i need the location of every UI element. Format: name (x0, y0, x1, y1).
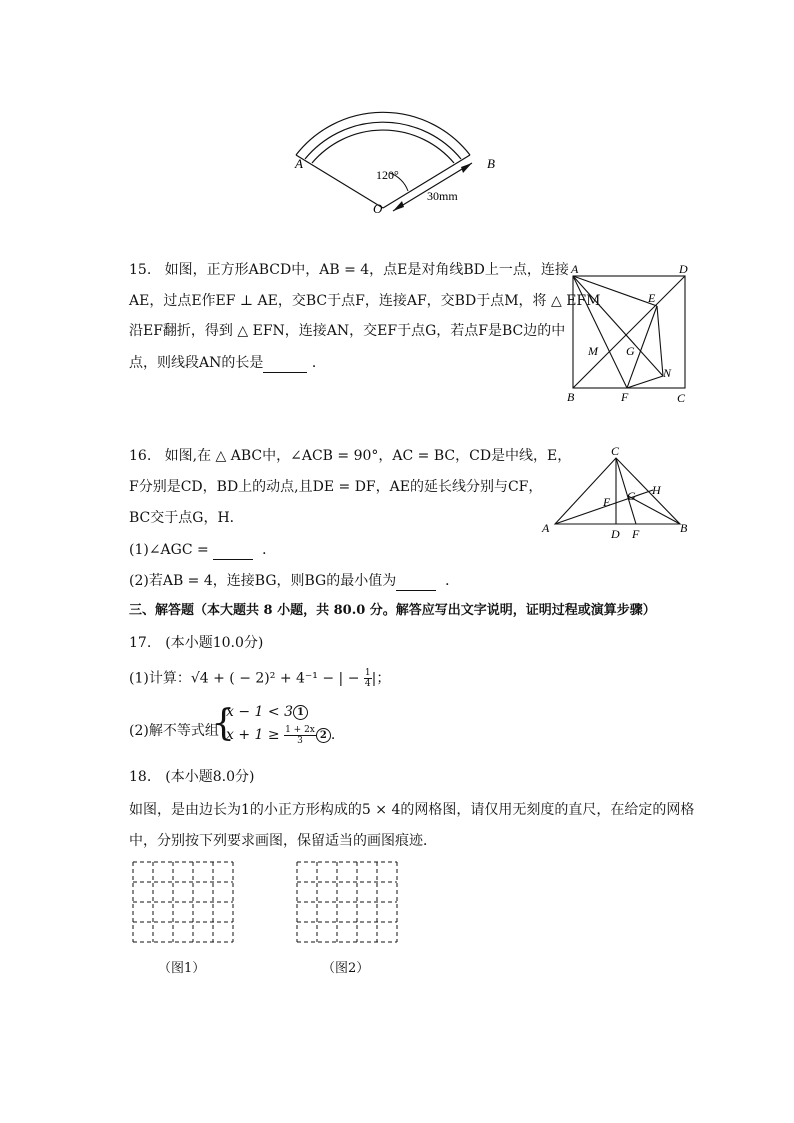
tri-label-E: E (603, 495, 611, 509)
tri-label-B: B (680, 521, 688, 535)
grid-figure-2[interactable] (296, 861, 400, 944)
arch-label-B: B (487, 156, 495, 171)
q16-line-3 (129, 508, 244, 528)
q15-line-4 (129, 352, 326, 373)
q16-text-3: BC交于点G，H． (129, 510, 244, 526)
grid-figure-1[interactable] (132, 861, 236, 944)
q17-ineq2-denominator: 3 (297, 735, 303, 746)
q15-line-2 (129, 291, 600, 311)
q17-part1-expr: √4 + ( − 2)² + 4⁻¹ − | − (190, 670, 364, 687)
q15-line-1 (129, 260, 569, 280)
q15-line-3 (129, 321, 565, 341)
q16-triangle-figure (540, 446, 700, 542)
q17-ineq-1 (226, 702, 308, 722)
q17-part2-prefix: (2)解不等式组 (129, 723, 219, 739)
length-arrow (393, 163, 472, 211)
segment-FN (627, 376, 663, 388)
arch-length-label: 30mm (427, 189, 458, 203)
segment-GB (628, 496, 680, 524)
q16-text-2: F分别是CD，BD上的动点,且DE = DF，AE的延长线分别与CF， (129, 479, 543, 495)
sq-label-A: A (571, 262, 579, 276)
arch-mid-arc (305, 122, 461, 159)
q18-line-1: 如图，是由边长为1的小正方形构成的5 × 4的网格图，请仅用无刻度的直尺，在给定的网格 (129, 802, 695, 818)
q17-part2-label (129, 721, 219, 741)
section-3-heading: 三、解答题（本大题共 8 小题，共 80.0 分。解答应写出文字说明，证明过程或演算步骤） (129, 603, 656, 618)
q18-header: 18. (本小题8.0分) (129, 769, 255, 785)
q15-text-4: 点，则线段AN的长是 (129, 355, 264, 371)
arch-label-O: O (373, 201, 383, 216)
q17-part1 (129, 668, 390, 689)
q17-ineq1-mark: 1 (293, 705, 308, 720)
q15-text-2: AE，过点E作EF ⊥ AE，交BC于点F，连接AF，交BD于点M，将 △ EFM (129, 293, 601, 309)
sq-label-M: M (588, 344, 598, 358)
tri-label-H: H (652, 483, 661, 497)
q17-ineq1-text: x − 1 < 3 (226, 704, 293, 720)
q15-text-1: 如图，正方形ABCD中，AB = 4，点E是对角线BD上一点，连接 (164, 262, 569, 278)
sq-label-B: B (567, 390, 575, 404)
tri-label-F: F (632, 527, 640, 541)
sq-label-E: E (648, 291, 656, 305)
q15-tail: ． (311, 355, 326, 371)
grid-caption-1: （图1） (158, 961, 206, 976)
q16-sub2-tail: ． (445, 573, 460, 589)
q17-frac-denominator: 4 (364, 679, 371, 689)
q16-sub1-blank[interactable] (213, 539, 253, 560)
arch-angle-label: 120° (376, 168, 399, 182)
arch-figure (290, 95, 510, 225)
q16-line-2 (129, 477, 542, 497)
q17-ineq2-mark: 2 (316, 728, 331, 743)
q16-line-1 (129, 446, 571, 466)
q16-text-1: 如图,在 △ ABC中，∠ACB = 90°，AC = BC，CD是中线，E， (164, 448, 572, 464)
q18-line-2: 中，分别按下列要求画图，保留适当的画图痕迹． (129, 833, 437, 849)
q17-part1-fraction (364, 668, 372, 689)
q17-ineq-2 (226, 724, 335, 746)
radius-OA (296, 155, 383, 208)
tri-label-G: G (627, 489, 636, 503)
q16-sub1-prefix: (1)∠AGC = (129, 542, 214, 558)
q15-text-3: 沿EF翻折，得到 △ EFN，连接AN，交EF于点G，若点F是BC边的中 (129, 323, 566, 339)
q16-sub1-tail: ． (262, 542, 277, 558)
sq-label-F: F (621, 390, 629, 404)
q17-frac-numerator: 1 (364, 668, 371, 678)
q15-answer-blank[interactable] (263, 352, 307, 373)
tri-label-D: D (611, 527, 620, 541)
q15-number: 15. (129, 262, 152, 278)
arch-outer-arc (296, 112, 470, 155)
q16-sub1 (129, 539, 276, 560)
q17-part2-tail: . (330, 727, 336, 743)
q16-number: 16. (129, 448, 152, 464)
q17-ineq2-numerator: 1 + 2x (285, 724, 315, 735)
sq-label-D: D (679, 262, 688, 276)
q17-header: 17. (本小题10.0分) (129, 635, 264, 651)
tri-label-A: A (542, 521, 550, 535)
arch-label-A: A (295, 156, 303, 171)
tri-label-C: C (611, 446, 620, 458)
q17-ineq2-left: x + 1 ≥ (226, 727, 285, 743)
q16-sub2 (129, 570, 459, 591)
sq-label-G: G (626, 344, 635, 358)
q17-part1-prefix: (1)计算： (129, 670, 191, 687)
q16-sub2-prefix: (2)若AB = 4，连接BG，则BG的最小值为 (129, 573, 397, 589)
sq-label-N: N (663, 366, 672, 380)
q17-part1-tail: |； (371, 670, 391, 687)
q17-system-brace: { (212, 703, 235, 744)
q16-sub2-blank[interactable] (396, 570, 436, 591)
grid-caption-2: （图2） (322, 961, 370, 976)
sq-label-C: C (677, 391, 686, 405)
q17-ineq2-fraction (284, 725, 316, 746)
q15-square-figure (565, 258, 695, 408)
